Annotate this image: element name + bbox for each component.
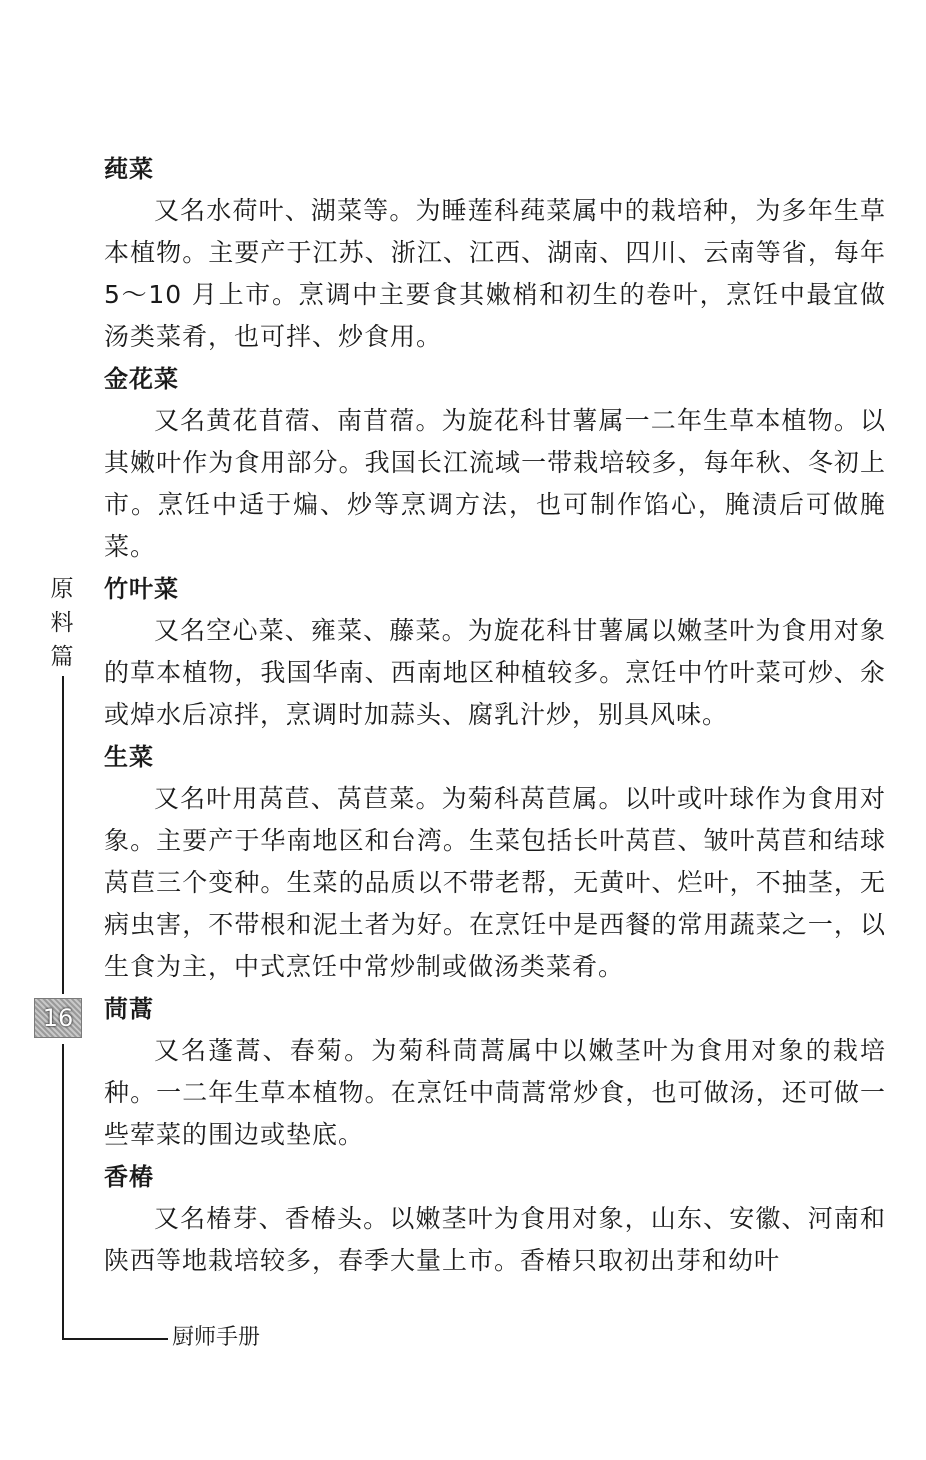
entry-title: 莼菜 <box>104 155 154 183</box>
section-label-char: 原 <box>50 576 74 602</box>
page-body <box>104 148 886 1282</box>
entry-xiangchun <box>104 1156 886 1282</box>
entry-body: 又名空心菜、雍菜、藤菜。为旋花科甘薯属以嫩茎叶为食用对象的草本植物，我国华南、西南地区种植较多。烹饪中竹叶菜可炒、氽或焯水后凉拌，烹调时加蒜头、腐乳汁炒，别具风味。 <box>104 616 886 729</box>
margin-rule-lower <box>62 1044 64 1340</box>
entry-shengcai <box>104 736 886 988</box>
entry-chuncai <box>104 148 886 358</box>
entry-title: 金花菜 <box>104 365 179 393</box>
entry-title: 竹叶菜 <box>104 575 179 603</box>
entry-jinhuacai <box>104 358 886 568</box>
page-number: 16 <box>34 998 82 1038</box>
entry-zhuyecai <box>104 568 886 736</box>
entry-title: 生菜 <box>104 743 154 771</box>
entry-body: 又名蓬蒿、春菊。为菊科茼蒿属中以嫩茎叶为食用对象的栽培种。一二年生草本植物。在烹饪中茼蒿常炒食，也可做汤，还可做一些荤菜的围边或垫底。 <box>104 1036 886 1149</box>
footer-book-title: 厨师手册 <box>172 1325 261 1350</box>
footer-rule <box>62 1338 168 1340</box>
entry-body: 又名椿芽、香椿头。以嫩茎叶为食用对象，山东、安徽、河南和陕西等地栽培较多，春季大量上市。香椿只取初出芽和幼叶 <box>104 1204 886 1275</box>
section-label <box>45 572 79 674</box>
entry-body: 又名黄花苜蓿、南苜蓿。为旋花科甘薯属一二年生草本植物。以其嫩叶作为食用部分。我国长江流域一带栽培较多，每年秋、冬初上市。烹饪中适于煸、炒等烹调方法，也可制作馅心，腌渍后可做腌菜。 <box>104 406 886 561</box>
section-label-char: 篇 <box>50 644 74 670</box>
entry-body: 又名叶用莴苣、莴苣菜。为菊科莴苣属。以叶或叶球作为食用对象。主要产于华南地区和台湾。生菜包括长叶莴苣、皱叶莴苣和结球莴苣三个变种。生菜的品质以不带老帮，无黄叶、烂叶，不抽茎，无病虫害，不带根和泥土者为好。在烹饪中是西餐的常用蔬菜之一，以生食为主，中式烹饪中常炒制或做汤类菜肴。 <box>104 784 886 981</box>
section-label-char: 料 <box>50 610 74 636</box>
entry-tonghao <box>104 988 886 1156</box>
entry-title: 茼蒿 <box>104 995 154 1023</box>
entry-title: 香椿 <box>104 1163 154 1191</box>
entry-body: 又名水荷叶、湖菜等。为睡莲科莼菜属中的栽培种，为多年生草本植物。主要产于江苏、浙江、江西、湖南、四川、云南等省，每年 5～10 月上市。烹调中主要食其嫩梢和初生的卷叶，烹饪中最宜做汤类菜肴，也可拌、炒食用。 <box>104 196 886 351</box>
margin-rule-upper <box>62 676 64 994</box>
